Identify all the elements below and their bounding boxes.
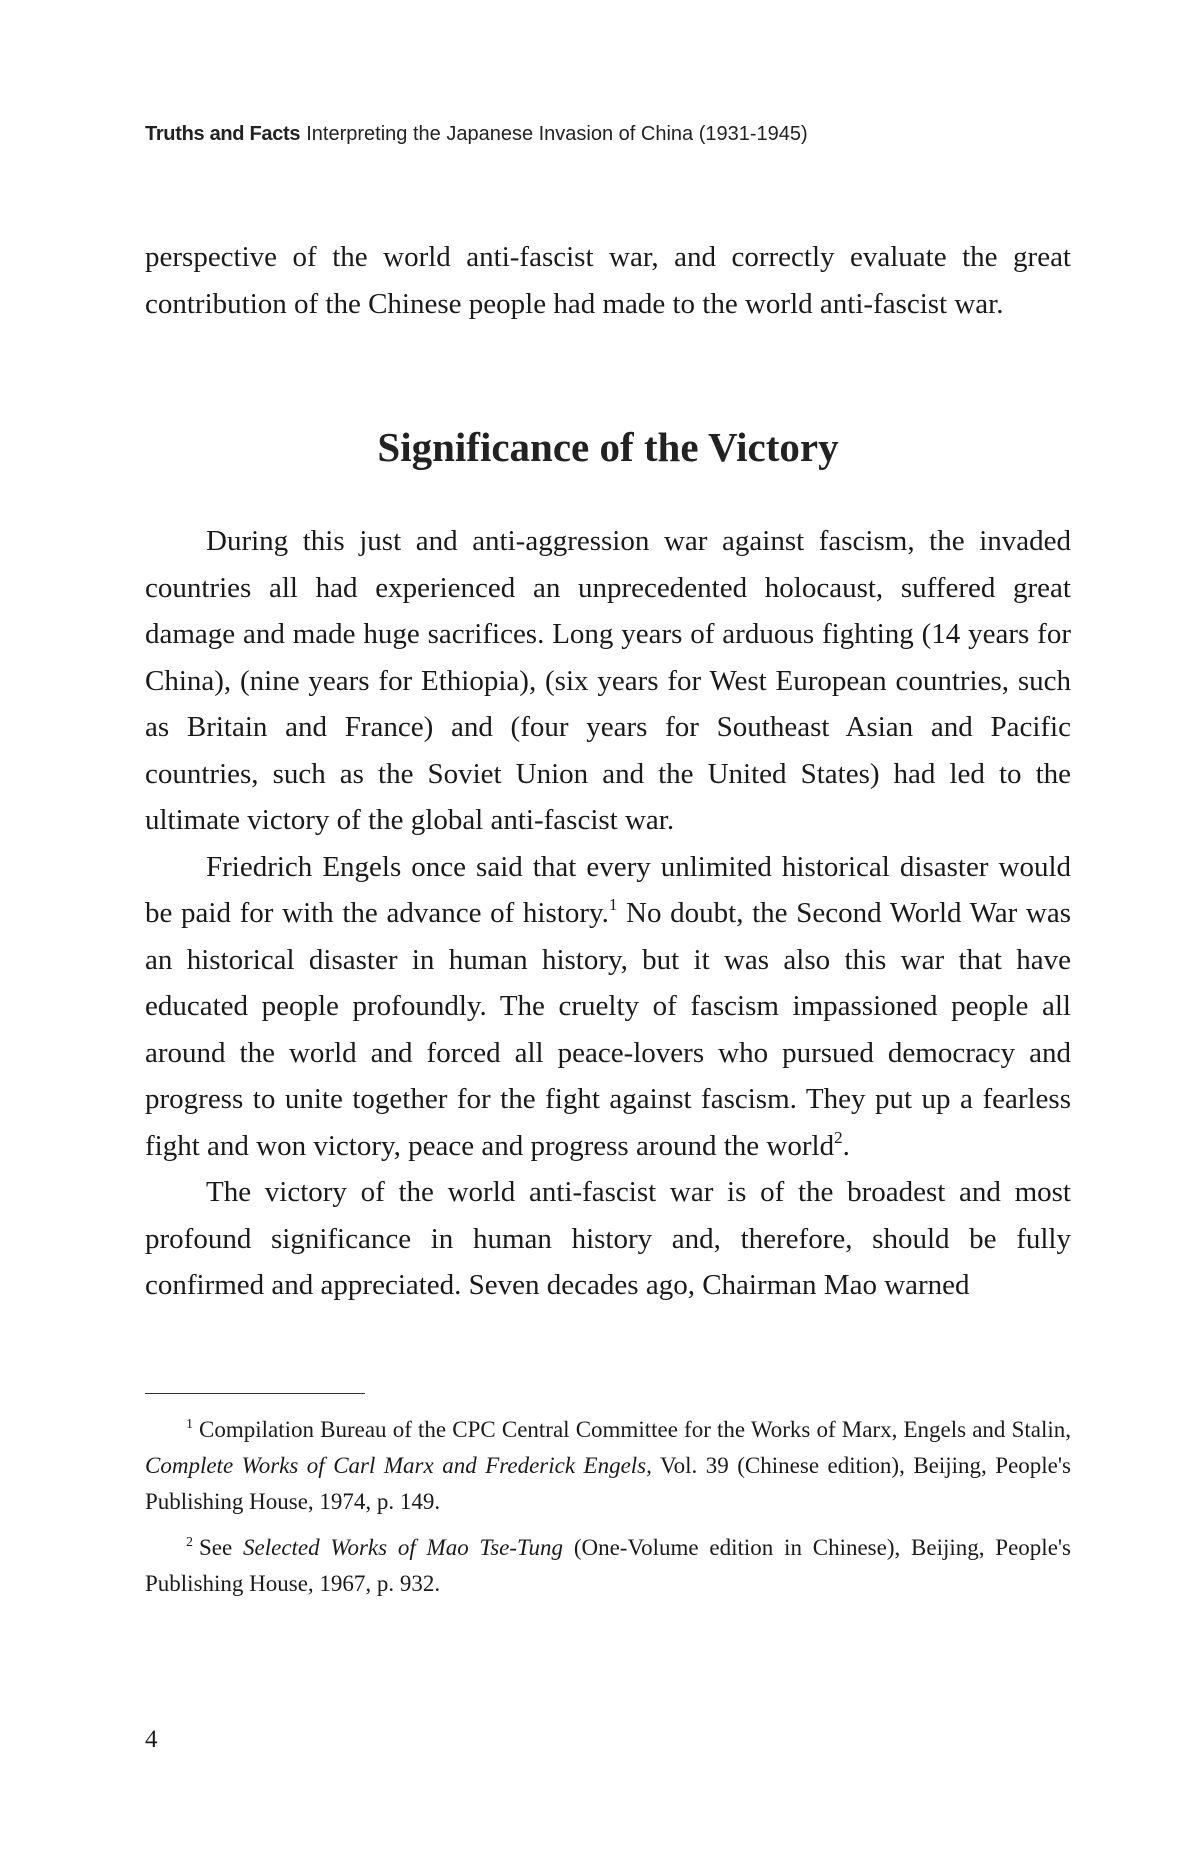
paragraph-3: The victory of the world anti-fascist war is of the broadest and most profound significance in human history and, therefore, should be fully confirmed and appreciated. Seven decades ago, Chairman Mao warned	[145, 1176, 1071, 1301]
paragraph-2-part-c: .	[842, 1129, 850, 1162]
book-title: Truths and Facts	[145, 123, 301, 145]
footnote-divider	[145, 1393, 365, 1394]
footnote-1-post: Vol. 39 (Chinese edition), Beijing, People's Publishing House, 1974, p. 149.	[145, 1453, 1071, 1514]
page-number: 4	[145, 1726, 158, 1753]
section-body	[145, 518, 1071, 1309]
footnotes	[145, 1412, 1071, 1612]
footnote-1-title: Complete Works of Carl Marx and Frederick Engels,	[145, 1453, 652, 1478]
footnote-2-title: Selected Works of Mao Tse-Tung	[243, 1535, 564, 1560]
footnote-ref-2[interactable]: 2	[834, 1127, 843, 1147]
running-header	[145, 123, 808, 146]
paragraph-1: During this just and anti-aggression war against fascism, the invaded countries all had experienced an unprecedented holocaust, suffered great damage and made huge sacrifices. Long years of arduous fighting (14 years for China), (nine years for Ethiopia), (six years for West European countries, such as Britain and France) and (four years for Southeast Asian and Pacific countries, such as the Soviet Union and the United States) had led to the ultimate victory of the global anti-fascist war.	[145, 525, 1071, 836]
paragraph-2-part-b: No doubt, the Second World War was an historical disaster in human history, but it was also this war that have educated people profoundly. The cruelty of fascism impassioned people all around the world and forced all peace-lovers who pursued democracy and progress to unite together for the fight against fascism. They put up a fearless fight and won victory, peace and progress around the world	[145, 897, 1071, 1162]
footnote-ref-1[interactable]: 1	[608, 895, 618, 914]
book-subtitle: Interpreting the Japanese Invasion of China (1931-1945)	[306, 123, 808, 145]
footnote-1	[145, 1412, 1071, 1520]
footnote-2-pre: See	[199, 1535, 244, 1560]
intro-text	[145, 234, 1071, 327]
paragraph-2-part-a: Friedrich Engels once said that every unlimited historical disaster would be paid for with the advance of history.	[145, 850, 1071, 929]
footnote-1-pre: Compilation Bureau of the CPC Central Committee for the Works of Marx, Engels and Stalin,	[199, 1417, 1071, 1442]
footnote-2-post: (One-Volume edition in Chinese), Beijing, People's Publishing House, 1967, p. 932.	[145, 1535, 1071, 1596]
paragraph-2	[145, 844, 1071, 1170]
footnote-1-number: 1	[186, 1417, 193, 1432]
footnote-2	[145, 1530, 1071, 1602]
footnote-2-number: 2	[186, 1535, 193, 1550]
section-heading: Significance of the Victory	[377, 424, 839, 470]
intro-paragraph: perspective of the world anti-fascist war, and correctly evaluate the great contribution of the Chinese people had made to the world anti-fascist war.	[145, 241, 1071, 320]
